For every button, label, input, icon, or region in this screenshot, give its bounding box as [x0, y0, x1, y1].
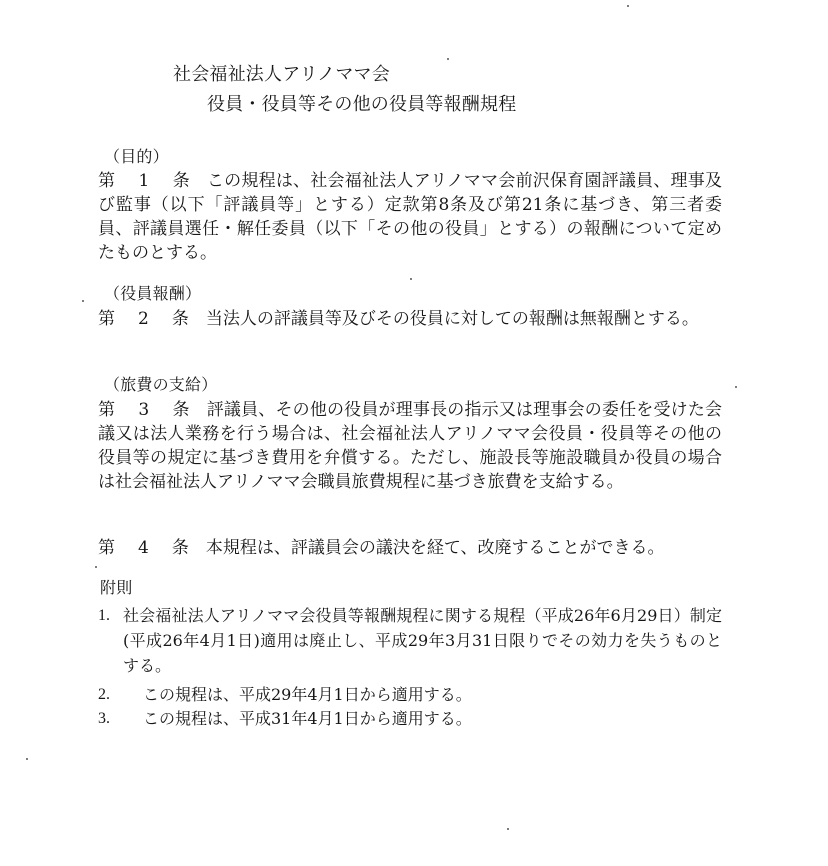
scan-speck [627, 5, 629, 7]
scan-speck [447, 58, 449, 60]
supplementary-item-3 [98, 706, 722, 731]
scan-speck [95, 566, 97, 568]
article-2-text: 当法人の評議員等及びその役員に対しての報酬は無報酬とする。 [205, 309, 699, 329]
article-3 [98, 398, 722, 494]
scan-speck [410, 278, 412, 280]
article-3-text: 評議員、その他の役員が理事長の指示又は理事会の委任を受けた会議又は法人業務を行う場合は、社会福祉法人アリノママ会役員・役員等その他の役員等の規定に基づき費用を弁償する。ただし、施設長等施設職員か役員の場合は社会福祉法人アリノママ会職員旅費規程に基づき旅費を支給する。 [98, 400, 722, 492]
document-title-organization: 社会福祉法人アリノママ会 [173, 64, 390, 85]
article-2 [98, 307, 722, 331]
supplementary-item-number: 2. [98, 686, 110, 703]
article-1-number: 第 1 条 [98, 171, 193, 191]
article-4 [98, 536, 722, 560]
scan-speck [507, 828, 509, 830]
article-1-heading: （目的） [104, 147, 169, 166]
document-title-regulation: 役員・役員等その他の役員等報酬規程 [207, 94, 517, 115]
supplementary-item-2 [98, 682, 722, 707]
article-1 [98, 169, 722, 265]
supplementary-heading: 附則 [100, 578, 133, 597]
supplementary-item-text: この規程は、平成31年4月1日から適用する。 [143, 709, 472, 728]
article-1-text: この規程は、社会福祉法人アリノママ会前沢保育園評議員、理事及び監事（以下「評議員等」とする）定款第8条及び第21条に基づき、第三者委員、評議員選任・解任委員（以下「その他の役員」とする）の報酬について定めたものとする。 [98, 171, 722, 263]
article-4-text: 本規程は、評議員会の議決を経て、改廃することができる。 [205, 538, 665, 558]
supplementary-item-1 [98, 603, 722, 678]
supplementary-item-text: この規程は、平成29年4月1日から適用する。 [143, 685, 472, 704]
scan-speck [82, 300, 84, 302]
supplementary-item-text: 社会福祉法人アリノママ会役員等報酬規程に関する規程（平成26年6月29日）制定(平成26年4月1日)適用は廃止し、平成29年3月31日限りでその効力を失うものとする。 [123, 606, 722, 675]
article-2-heading: （役員報酬） [104, 284, 202, 303]
supplementary-item-number: 3. [98, 710, 110, 727]
supplementary-item-number: 1. [98, 607, 110, 624]
article-2-number: 第 2 条 [98, 309, 192, 329]
article-3-heading: （旅費の支給） [104, 375, 218, 394]
scan-speck [26, 758, 28, 760]
article-4-number: 第 4 条 [98, 538, 192, 558]
scan-speck [735, 386, 737, 388]
article-3-number: 第 3 条 [98, 400, 193, 420]
